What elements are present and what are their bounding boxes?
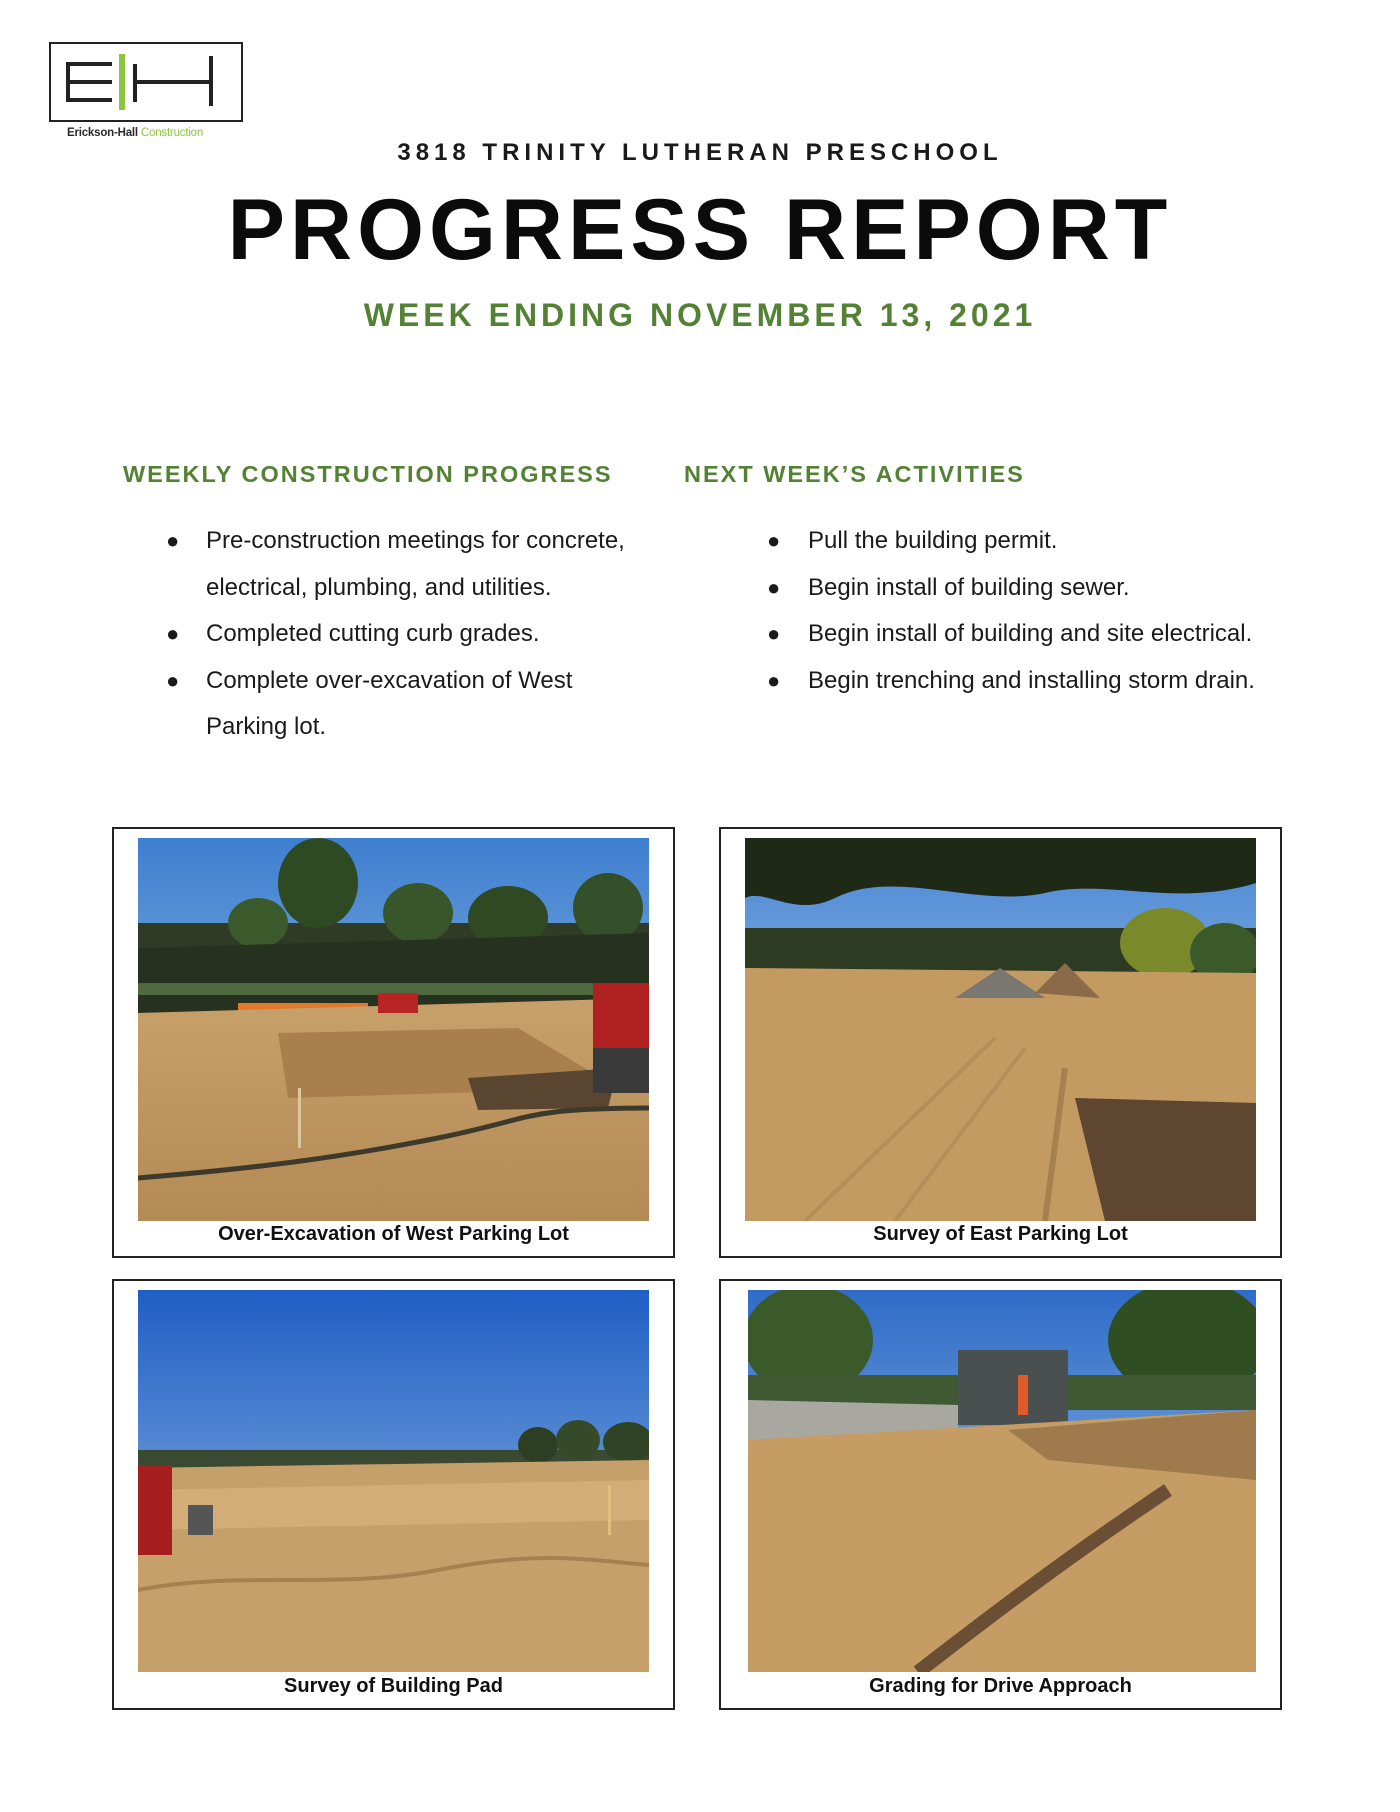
weekly-progress-section — [123, 461, 663, 751]
list-item-text: electrical, plumbing, and utilities. — [206, 573, 552, 601]
list-item — [123, 658, 663, 751]
list-item-text: Begin trenching and installing storm drain. — [808, 666, 1255, 694]
list-item — [684, 518, 1304, 565]
list-item — [123, 611, 663, 658]
bullet-icon: ● — [767, 621, 781, 646]
photo-caption: Over-Excavation of West Parking Lot — [218, 1223, 569, 1245]
list-item-text: Begin install of building and site electrical. — [808, 620, 1253, 647]
photo-card-building-pad — [112, 1279, 675, 1710]
photo-caption: Survey of East Parking Lot — [873, 1223, 1128, 1245]
logo-company-name — [67, 127, 203, 139]
list-item — [123, 518, 663, 611]
list-item-text: Parking lot. — [206, 713, 327, 740]
project-name: 3818 TRINITY LUTHERAN PRESCHOOL — [397, 139, 1003, 166]
list-item-text: Pre-construction meetings for concrete, — [206, 527, 625, 554]
bullet-icon: ● — [166, 528, 180, 553]
list-item-text: Begin install of building sewer. — [808, 573, 1130, 601]
list-item-text: Complete over-excavation of West — [206, 666, 573, 694]
logo-company-name-suffix: Construction — [140, 127, 204, 139]
weekly-progress-heading: WEEKLY CONSTRUCTION PROGRESS — [123, 461, 613, 487]
photo-card-east-parking — [719, 827, 1282, 1258]
bullet-icon: ● — [166, 667, 180, 693]
list-item — [684, 565, 1304, 612]
company-logo — [49, 42, 247, 144]
eh-logo-icon — [49, 42, 243, 122]
next-week-heading: NEXT WEEK’S ACTIVITIES — [684, 461, 1025, 487]
photo-building-pad — [138, 1290, 649, 1672]
list-item — [684, 611, 1304, 658]
bullet-icon: ● — [767, 574, 781, 600]
photo-caption: Grading for Drive Approach — [869, 1675, 1132, 1697]
bullet-icon: ● — [767, 667, 781, 693]
bullet-icon: ● — [767, 528, 781, 553]
photo-card-west-parking — [112, 827, 675, 1258]
bullet-icon: ● — [166, 621, 180, 646]
next-week-list — [684, 518, 1304, 704]
photo-east-parking-lot — [745, 838, 1256, 1221]
logo-company-name-main: Erickson-Hall — [67, 127, 138, 139]
week-ending: WEEK ENDING NOVEMBER 13, 2021 — [363, 297, 1037, 333]
list-item — [684, 658, 1304, 705]
photo-card-drive-approach — [719, 1279, 1282, 1710]
photo-drive-approach — [748, 1290, 1256, 1672]
photo-west-parking-lot — [138, 838, 649, 1221]
list-item-text: Completed cutting curb grades. — [206, 620, 540, 647]
report-title: PROGRESS REPORT — [227, 182, 1173, 278]
list-item-text: Pull the building permit. — [808, 527, 1058, 554]
next-week-section — [684, 461, 1304, 704]
weekly-progress-list — [123, 518, 663, 751]
photo-caption: Survey of Building Pad — [284, 1675, 503, 1697]
